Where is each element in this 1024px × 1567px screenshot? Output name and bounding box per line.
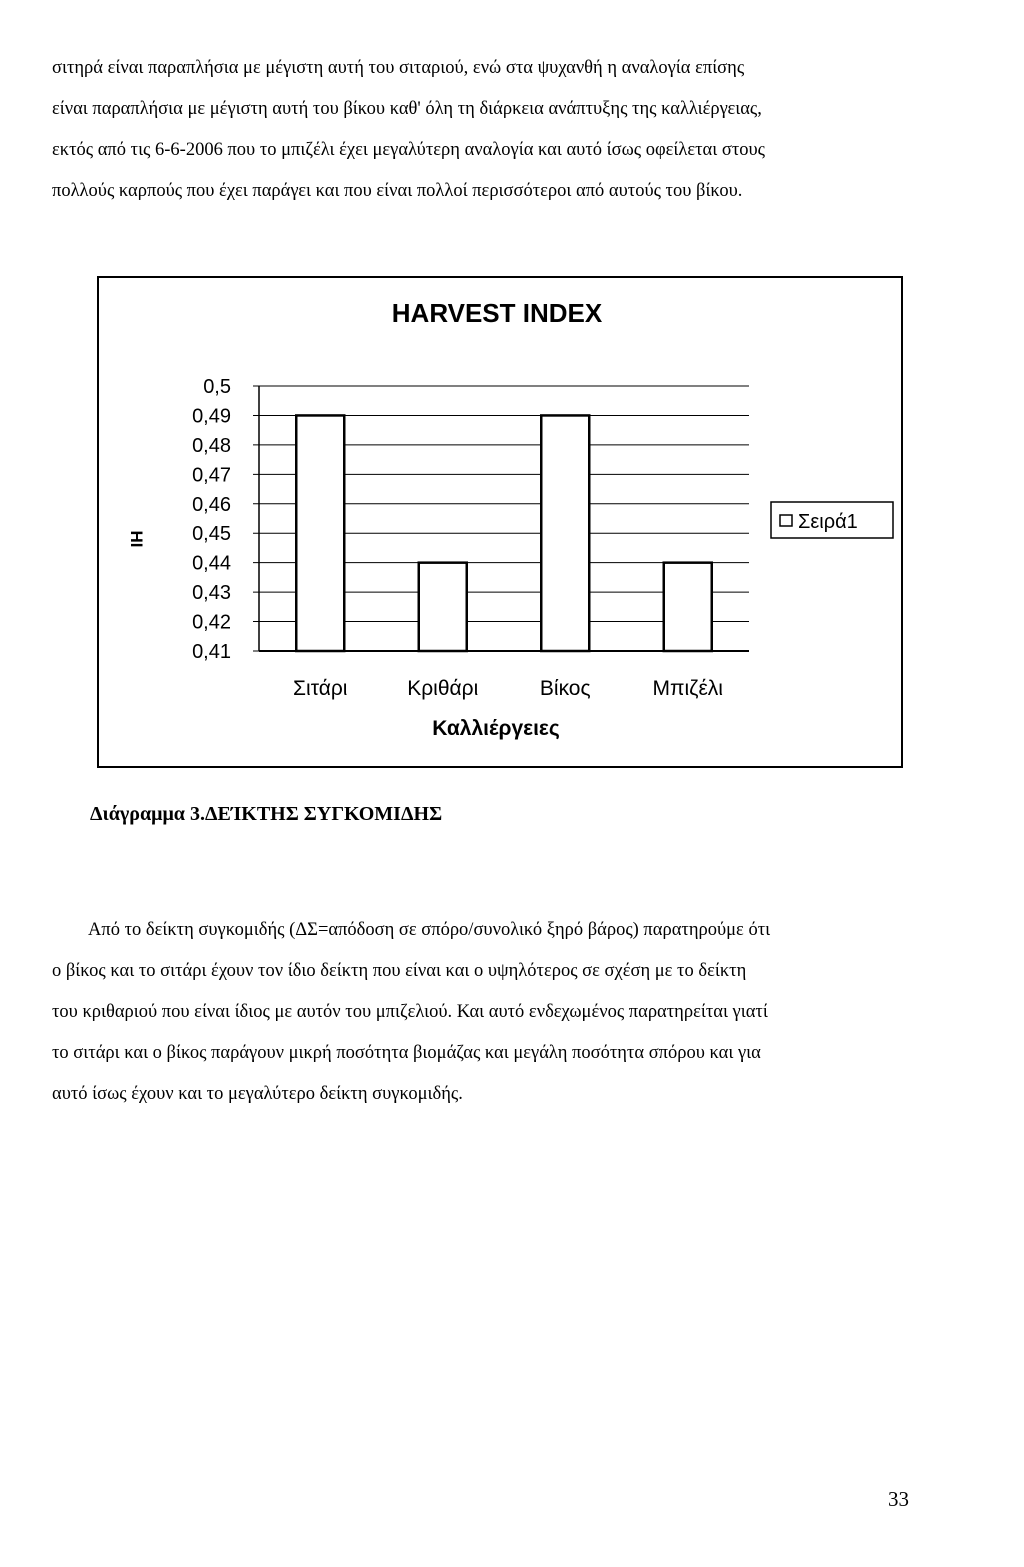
chart-frame [97,276,903,768]
text-line: ο βίκος και το σιτάρι έχουν τον ίδιο δείκτη που είναι και ο υψηλότερος σε σχέση με το δείκτη [52,961,747,981]
bar [296,415,344,651]
y-tick-label: 0,43 [192,582,231,605]
text-line: αυτό ίσως έχουν και το μεγαλύτερο δείκτη συγκομιδής. [52,1084,463,1104]
harvest-index-chart [99,278,901,766]
y-tick-label: 0,5 [203,376,231,398]
x-tick-label: Κριθάρι [407,677,479,700]
text-line: εκτός από τις 6-6-2006 που το μπιζέλι έχει μεγαλύτερη αναλογία και αυτό ίσως οφείλεται στους [52,140,765,160]
y-tick-label: 0,49 [192,405,231,428]
y-tick-label: 0,48 [192,434,231,457]
x-tick-label: Μπιζέλι [652,677,723,700]
y-tick-label: 0,45 [192,523,231,546]
text-line: σιτηρά είναι παραπλήσια με μέγιστη αυτή του σιταριού, ενώ στα ψυχανθή η αναλογία επίσης [52,58,745,78]
page-number: 33 [888,1487,909,1511]
y-tick-label: 0,46 [192,493,231,516]
chart-title: HARVEST INDEX [391,298,603,328]
y-axis-label: HI [127,530,146,548]
bar [419,563,467,651]
text-line: πολλούς καρπούς που έχει παράγει και που είναι πολλοί περισσότεροι από αυτούς του βίκου. [52,181,743,201]
bar [541,415,589,651]
text-line: το σιτάρι και ο βίκος παράγουν μικρή ποσότητα βιομάζας και μεγάλη ποσότητα σπόρου και για [52,1043,761,1063]
bar [664,563,712,651]
x-tick-label: Σιτάρι [293,677,348,700]
y-tick-labels [192,376,231,663]
paragraph-bottom [52,910,912,1115]
legend [771,502,893,538]
x-axis-label: Καλλιέργειες [432,717,560,740]
x-tick-label: Βίκος [539,677,591,700]
figure-caption: Διάγραμμα 3.ΔΕΊΚΤΗΣ ΣΥΓΚΟΜΙΔΗΣ [90,803,443,825]
text-line: είναι παραπλήσια με μέγιστη αυτή του βίκου καθ' όλη τη διάρκεια ανάπτυξης της καλλιέργειας, [52,99,762,119]
text-line: του κριθαριού που είναι ίδιος με αυτόν του μπιζελιού. Και αυτό ενδεχωμένος παρατηρείται γιατί [52,1002,768,1022]
y-tick-label: 0,41 [192,641,231,663]
paragraph-top [52,48,912,212]
y-tick-label: 0,44 [192,552,231,575]
legend-swatch [780,515,792,526]
y-tick-label: 0,47 [192,464,231,487]
x-tick-labels [293,677,723,700]
text-line: Από το δείκτη συγκομιδής (ΔΣ=απόδοση σε σπόρο/συνολικό ξηρό βάρος) παρατηρούμε ότι [88,920,771,940]
y-tick-label: 0,42 [192,611,231,634]
legend-label: Σειρά1 [798,511,858,533]
